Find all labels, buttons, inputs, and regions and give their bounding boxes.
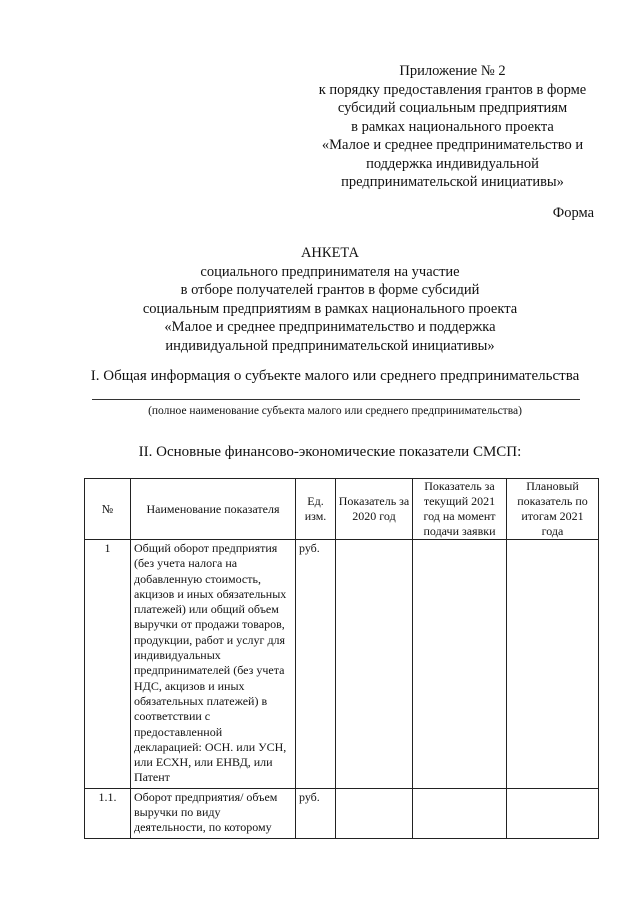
row-value-2021-current[interactable] bbox=[413, 788, 507, 838]
row-indicator-name: Общий оборот предприятия (без учета налога на добавленную стоимость, акцизов и иных обязательных платежей) или общий объем выручки от продажи товаров, продукции, работ и услуг для индивидуальных предпринимателей (без учета НДС, акцизов и иных обязательных платежей) в соответствии с предоставленной декларацией: ОСН. или УСН, или ЕСХН, или ЕНВД, или Патент bbox=[131, 540, 296, 789]
row-value-2021-plan[interactable] bbox=[507, 788, 599, 838]
appendix-line: Приложение № 2 bbox=[399, 63, 506, 79]
appendix-line: «Малое и среднее предпринимательство и bbox=[321, 137, 584, 153]
row-value-2021-plan[interactable] bbox=[507, 540, 599, 789]
row-value-2021-current[interactable] bbox=[413, 540, 507, 789]
row-unit: руб. bbox=[296, 540, 336, 789]
anketa-line: «Малое и среднее предпринимательство и поддержка bbox=[164, 319, 496, 335]
table-row bbox=[85, 788, 599, 838]
row-indicator-name: Оборот предприятия/ объем выручки по виду деятельности, по которому bbox=[131, 788, 296, 838]
appendix-line: к порядку предоставления грантов в форме bbox=[318, 81, 587, 98]
anketa-line: индивидуальной предпринимательской инициативы» bbox=[165, 337, 495, 354]
section-1-title: I. Общая информация о субъекте малого или среднего предпринимательства bbox=[90, 368, 580, 384]
table-row bbox=[85, 540, 599, 789]
header-value-2021-plan: Плановый показатель по итогам 2021 года bbox=[507, 479, 599, 540]
anketa-title-block bbox=[60, 244, 600, 355]
row-unit: руб. bbox=[296, 788, 336, 838]
header-indicator-name: Наименование показателя bbox=[131, 479, 296, 540]
appendix-line: предпринимательской инициативы» bbox=[341, 174, 564, 190]
table-header-row bbox=[85, 479, 599, 540]
appendix-line: субсидий социальным предприятиям bbox=[337, 100, 568, 116]
appendix-header bbox=[300, 62, 605, 192]
row-num: 1.1. bbox=[85, 788, 131, 838]
row-value-2020[interactable] bbox=[336, 788, 413, 838]
anketa-title: АНКЕТА bbox=[300, 245, 360, 261]
form-label: Форма bbox=[552, 205, 594, 221]
anketa-line: в отборе получателей грантов в форме субсидий bbox=[180, 282, 480, 298]
appendix-line: в рамках национального проекта bbox=[351, 118, 554, 135]
header-num: № bbox=[85, 479, 131, 540]
anketa-line: социальным предприятиям в рамках национального проекта bbox=[142, 300, 518, 317]
header-value-2021-current: Показатель за текущий 2021 год на момент подачи заявки bbox=[413, 479, 507, 540]
anketa-line: социального предпринимателя на участие bbox=[200, 263, 460, 280]
section-2-title: II. Основные финансово-экономические показатели СМСП: bbox=[138, 444, 522, 460]
header-unit: Ед. изм. bbox=[296, 479, 336, 540]
indicators-table bbox=[84, 478, 599, 839]
company-name-caption: (полное наименование субъекта малого или среднего предпринимательства) bbox=[148, 405, 522, 417]
header-value-2020: Показатель за 2020 год bbox=[336, 479, 413, 540]
company-name-field-line[interactable] bbox=[92, 399, 580, 400]
appendix-line: поддержка индивидуальной bbox=[366, 155, 539, 172]
row-value-2020[interactable] bbox=[336, 540, 413, 789]
row-num: 1 bbox=[85, 540, 131, 789]
